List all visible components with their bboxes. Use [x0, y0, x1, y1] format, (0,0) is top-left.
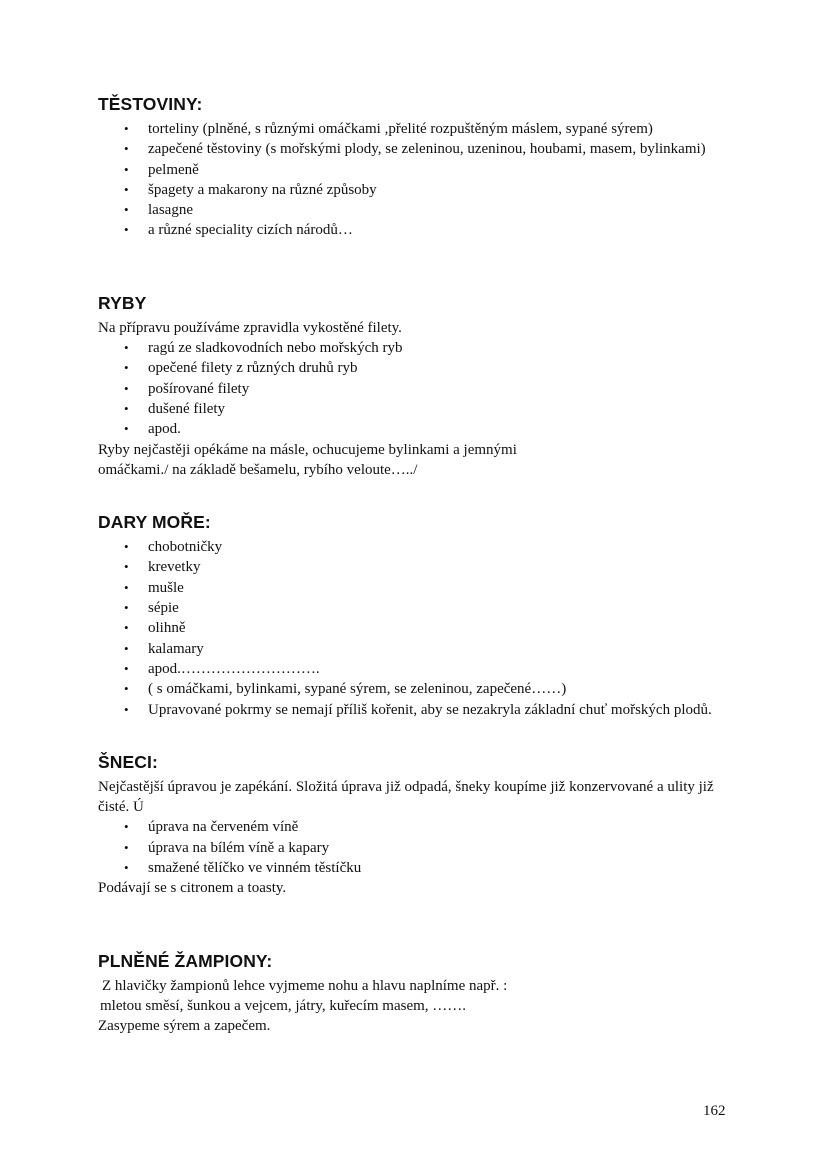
ryby-intro: Na přípravu používáme zpravidla vykostěné filety. — [98, 319, 402, 336]
zampiony-line2: mletou směsí, šunkou a vejcem, játry, kuřecím masem, ……. — [100, 997, 467, 1014]
bullet-icon: • — [124, 559, 129, 575]
bullet-icon: • — [124, 380, 129, 396]
section-sneci — [98, 752, 732, 899]
section-testoviny — [98, 94, 732, 241]
document-page — [98, 94, 732, 1037]
bullet-icon: • — [124, 161, 129, 177]
list-item: • sépie — [98, 598, 732, 618]
list-item: • lasagne — [98, 200, 732, 220]
bullet-icon: • — [124, 579, 129, 595]
bullet-icon: • — [124, 539, 129, 555]
list-item: • mušle — [98, 578, 732, 598]
list-item: • opečené filety z různých druhů ryb — [98, 358, 732, 378]
list-sneci — [98, 817, 732, 878]
list-item: • ragú ze sladkovodních nebo mořských ryb — [98, 338, 732, 358]
list-item: • zapečené těstoviny (s mořskými plody, se zeleninou, uzeninou, houbami, masem, bylinkami) — [98, 139, 732, 159]
list-item: • torteliny (plněné, s různými omáčkami ,přelité rozpuštěným máslem, sypané sýrem) — [98, 119, 732, 139]
page-number: 162 — [703, 1103, 726, 1119]
sneci-intro: Nejčastější úpravou je zapékání. Složitá úprava již odpadá, šneky koupíme již konzervované a ulity již čisté. Ú — [98, 778, 714, 816]
bullet-icon: • — [124, 202, 129, 218]
list-item: • apod.………………………. — [98, 659, 732, 679]
ryby-outro-line1: Ryby nejčastěji opékáme na másle, ochucujeme bylinkami a jemnými — [98, 441, 517, 458]
bullet-icon: • — [124, 640, 129, 656]
heading-testoviny: TĚSTOVINY: — [98, 94, 203, 114]
bullet-icon: • — [124, 400, 129, 416]
list-ryby — [98, 338, 732, 439]
bullet-icon: • — [124, 620, 129, 636]
heading-ryby: RYBY — [98, 292, 147, 313]
bullet-icon: • — [124, 181, 129, 197]
bullet-icon: • — [124, 421, 129, 437]
list-item: • pelmeně — [98, 160, 732, 180]
list-item: • pošírované filety — [98, 379, 732, 399]
bullet-icon: • — [124, 839, 129, 855]
list-item: • Upravované pokrmy se nemají příliš kořenit, aby se nezakryla základní chuť mořských plodů. — [98, 700, 732, 720]
bullet-icon: • — [124, 819, 129, 835]
bullet-icon: • — [124, 141, 129, 157]
section-ryby — [98, 293, 732, 480]
list-item: • úprava na bílém víně a kapary — [98, 838, 732, 858]
list-dary-more — [98, 537, 732, 720]
section-zampiony — [98, 951, 732, 1037]
list-item: • špagety a makarony na různé způsoby — [98, 180, 732, 200]
list-item: • ( s omáčkami, bylinkami, sypané sýrem, se zeleninou, zapečené……) — [98, 679, 732, 699]
heading-sneci: ŠNECI: — [98, 751, 158, 772]
ryby-outro-line2: omáčkami./ na základě bešamelu, rybího veloute…../ — [98, 461, 418, 478]
zampiony-line3: Zasypeme sýrem a zapečem. — [98, 1018, 271, 1035]
list-item: • úprava na červeném víně — [98, 817, 732, 837]
list-item: • smažené tělíčko ve vinném těstíčku — [98, 858, 732, 878]
sneci-outro: Podávají se s citronem a toasty. — [98, 880, 287, 897]
list-item: • a různé speciality cizích národů… — [98, 220, 732, 240]
zampiony-line1: Z hlavičky žampionů lehce vyjmeme nohu a hlavu naplníme např. : — [102, 977, 508, 994]
bullet-icon: • — [124, 660, 129, 676]
bullet-icon: • — [124, 340, 129, 356]
bullet-icon: • — [124, 360, 129, 376]
bullet-icon: • — [124, 222, 129, 238]
bullet-icon: • — [124, 681, 129, 697]
bullet-icon: • — [124, 121, 129, 136]
heading-dary-more: DARY MOŘE: — [98, 512, 211, 533]
list-testoviny — [98, 119, 732, 241]
list-item: • apod. — [98, 419, 732, 439]
list-item: • chobotničky — [98, 537, 732, 557]
list-item: • dušené filety — [98, 399, 732, 419]
list-item: • olihně — [98, 618, 732, 638]
bullet-icon: • — [124, 860, 129, 876]
list-item: • kalamary — [98, 639, 732, 659]
bullet-icon: • — [124, 701, 129, 717]
bullet-icon: • — [124, 600, 129, 616]
list-item: • krevetky — [98, 557, 732, 577]
heading-zampiony: PLNĚNÉ ŽAMPIONY: — [98, 950, 273, 971]
section-dary-more — [98, 512, 732, 720]
